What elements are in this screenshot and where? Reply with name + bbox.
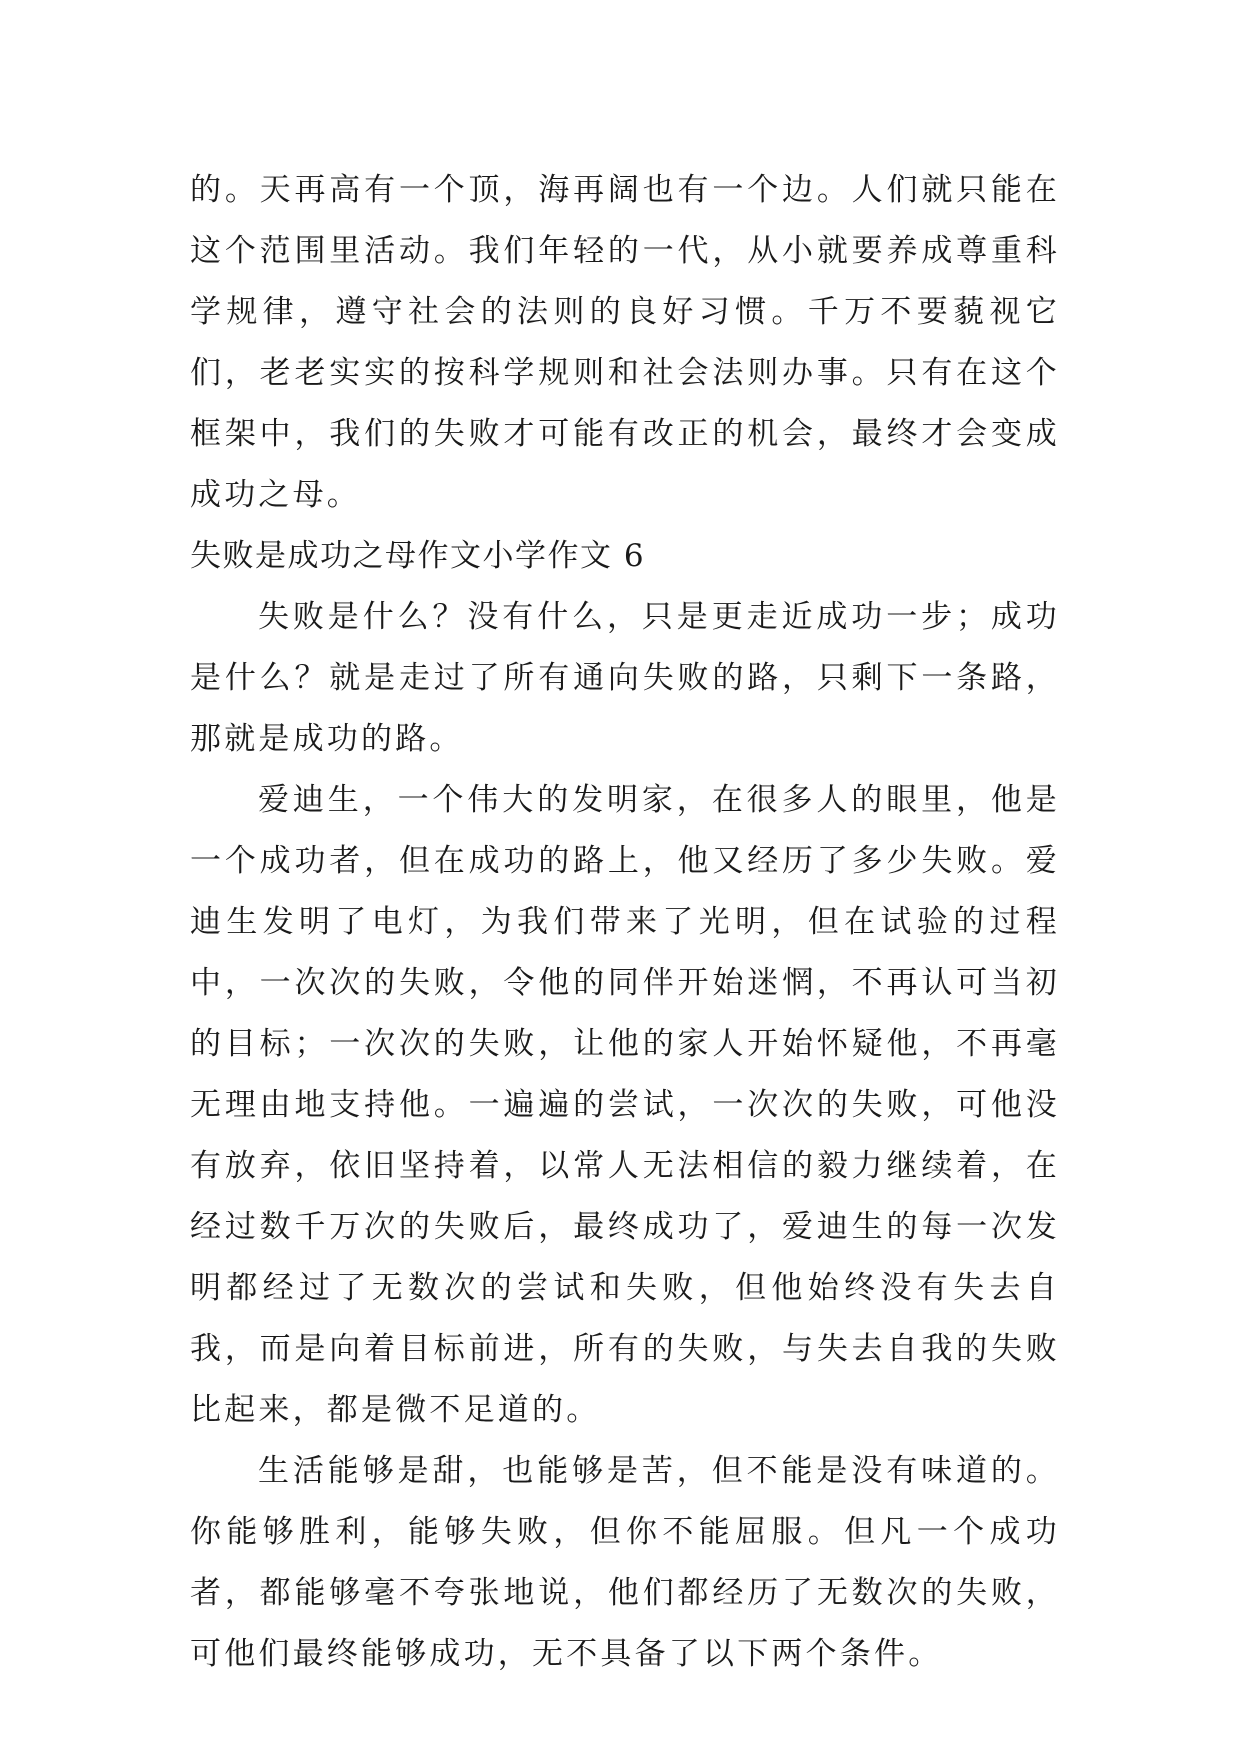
intro-paragraph: 的。天再高有一个顶，海再阔也有一个边。人们就只能在这个范围里活动。我们年轻的一代，从小就要养成尊重科学规律，遵守社会的法则的良好习惯。千万不要藐视它们，老老实实的按科学规则和社会法则办事。只有在这个框架中，我们的失败才可能有改正的机会，最终才会变成成功之母。 [190, 172, 1060, 513]
body-paragraph-2: 爱迪生，一个伟大的发明家，在很多人的眼里，他是一个成功者，但在成功的路上，他又经历了多少失败。爱迪生发明了电灯，为我们带来了光明，但在试验的过程中，一次次的失败，令他的同伴开始迷惘，不再认可当初的目标；一次次的失败，让他的家人开始怀疑他，不再毫无理由地支持他。一遍遍的尝试，一次次的失败，可他没有放弃，依旧坚持着，以常人无法相信的毅力继续着，在经过数千万次的失败后，最终成功了，爱迪生的每一次发明都经过了无数次的尝试和失败，但他始终没有失去自我，而是向着目标前进，所有的失败，与失去自我的失败比起来，都是微不足道的。 [190, 782, 1060, 1428]
section-title: 失败是成功之母作文小学作文 6 [190, 538, 646, 574]
body-paragraph-1: 失败是什么？没有什么，只是更走近成功一步；成功是什么？就是走过了所有通向失败的路，只剩下一条路，那就是成功的路。 [190, 599, 1060, 757]
body-paragraph-3: 生活能够是甜，也能够是苦，但不能是没有味道的。你能够胜利，能够失败，但你不能屈服。但凡一个成功者，都能够毫不夸张地说，他们都经历了无数次的失败，可他们最终能够成功，无不具备了以下两个条件。 [190, 1453, 1060, 1672]
document-body [190, 160, 1060, 1685]
